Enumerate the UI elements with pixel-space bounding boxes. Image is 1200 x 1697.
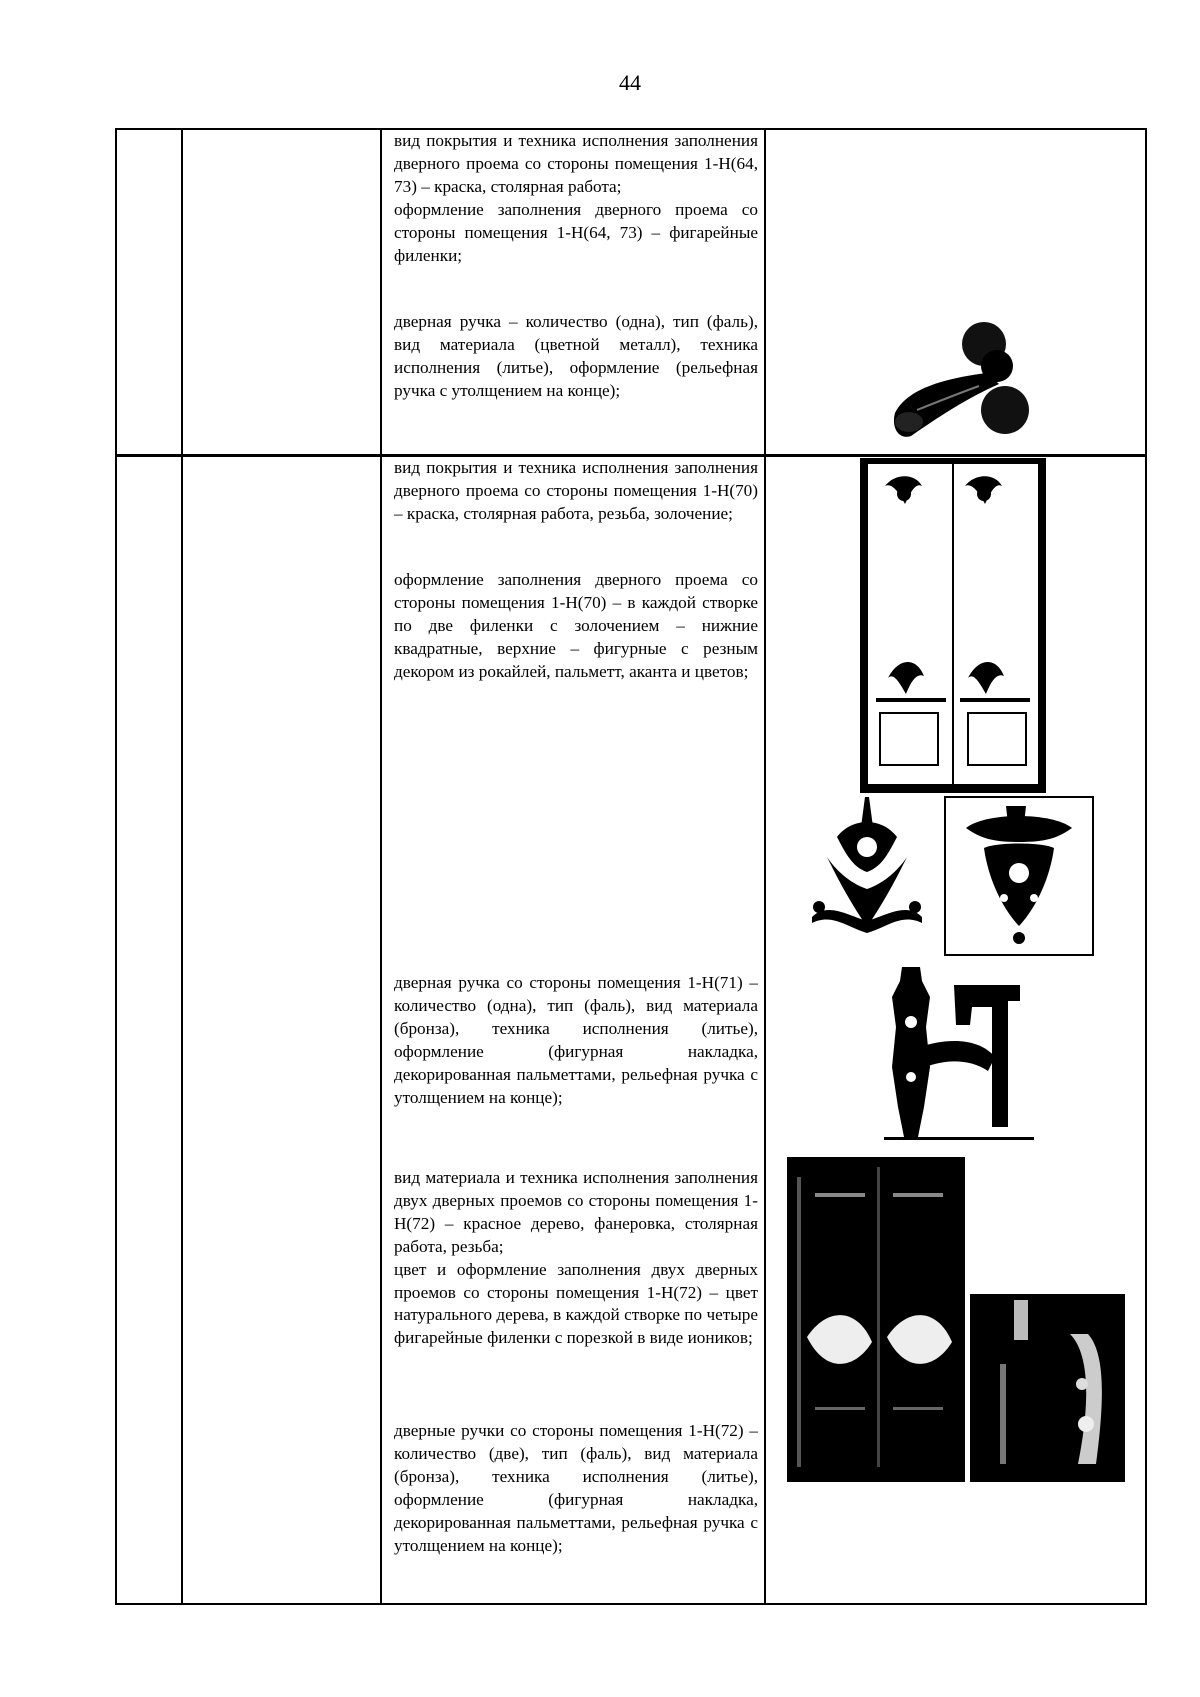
mahogany-door-photo [787, 1157, 965, 1482]
column-divider [764, 457, 766, 1603]
column-divider [181, 457, 183, 1603]
description-text: дверная ручка – количество (одна), тип (фаль), вид материала (цветной металл), техника исполнения (литье), оформление (рельефная ручка с утолщением на конце); [394, 312, 758, 400]
ornament-detail-photo [807, 797, 927, 937]
door-handle-photo [880, 967, 1040, 1142]
column-divider [181, 130, 183, 454]
table-row [115, 455, 1147, 1605]
description-text: вид покрытия и техника исполнения заполнения дверного проема со стороны помещения 1-Н(64, 73) – краска, столярная работа; оформление заполнения дверного проема со стороны помещения 1-Н(64, 73) – фигарейные филенки; [394, 131, 758, 265]
description-text: дверные ручки со стороны помещения 1-Н(72) – количество (две), тип (фаль), вид материала (бронза), техника исполнения (литье), оформление (фигурная накладка, декорированная пальметтами, рельефная ручка с утолщением на конце); [394, 1421, 758, 1555]
ornament-detail-photo [944, 796, 1094, 956]
mahogany-door-detail-photo [970, 1294, 1125, 1482]
column-divider [380, 457, 382, 1603]
table-row [115, 128, 1147, 456]
door-handle-photo [887, 318, 1037, 448]
column-divider [764, 130, 766, 454]
description-text: вид материала и техника исполнения заполнения двух дверных проемов со стороны помещения 1-Н(72) – красное дерево, фанеровка, столярная работа, резьба; цвет и оформление заполнения двух дверных проемов со стороны помещения 1-Н(72) – цвет натурального дерева, в каждой створке по четыре фигарейные филенки с порезкой в виде иоников; [394, 1168, 758, 1348]
description-text: вид покрытия и техника исполнения заполнения дверного проема со стороны помещения 1-Н(70) – краска, столярная работа, резьба, золочение; [394, 458, 758, 523]
description-text: дверная ручка со стороны помещения 1-Н(71) – количество (одна), тип (фаль), вид материала (бронза), техника исполнения (литье), оформление (фигурная накладка, декорированная пальметтами, рельефная ручка с утолщением на конце); [394, 973, 758, 1107]
page-number: 44 [619, 70, 641, 95]
door-panel-photo [860, 458, 1046, 793]
description-text: оформление заполнения дверного проема со стороны помещения 1-Н(70) – в каждой створке по две филенки с золочением – нижние квадратные, верхние – фигурные с резным декором из рокайлей, пальметт, аканта и цветов; [394, 570, 758, 681]
column-divider [380, 130, 382, 454]
